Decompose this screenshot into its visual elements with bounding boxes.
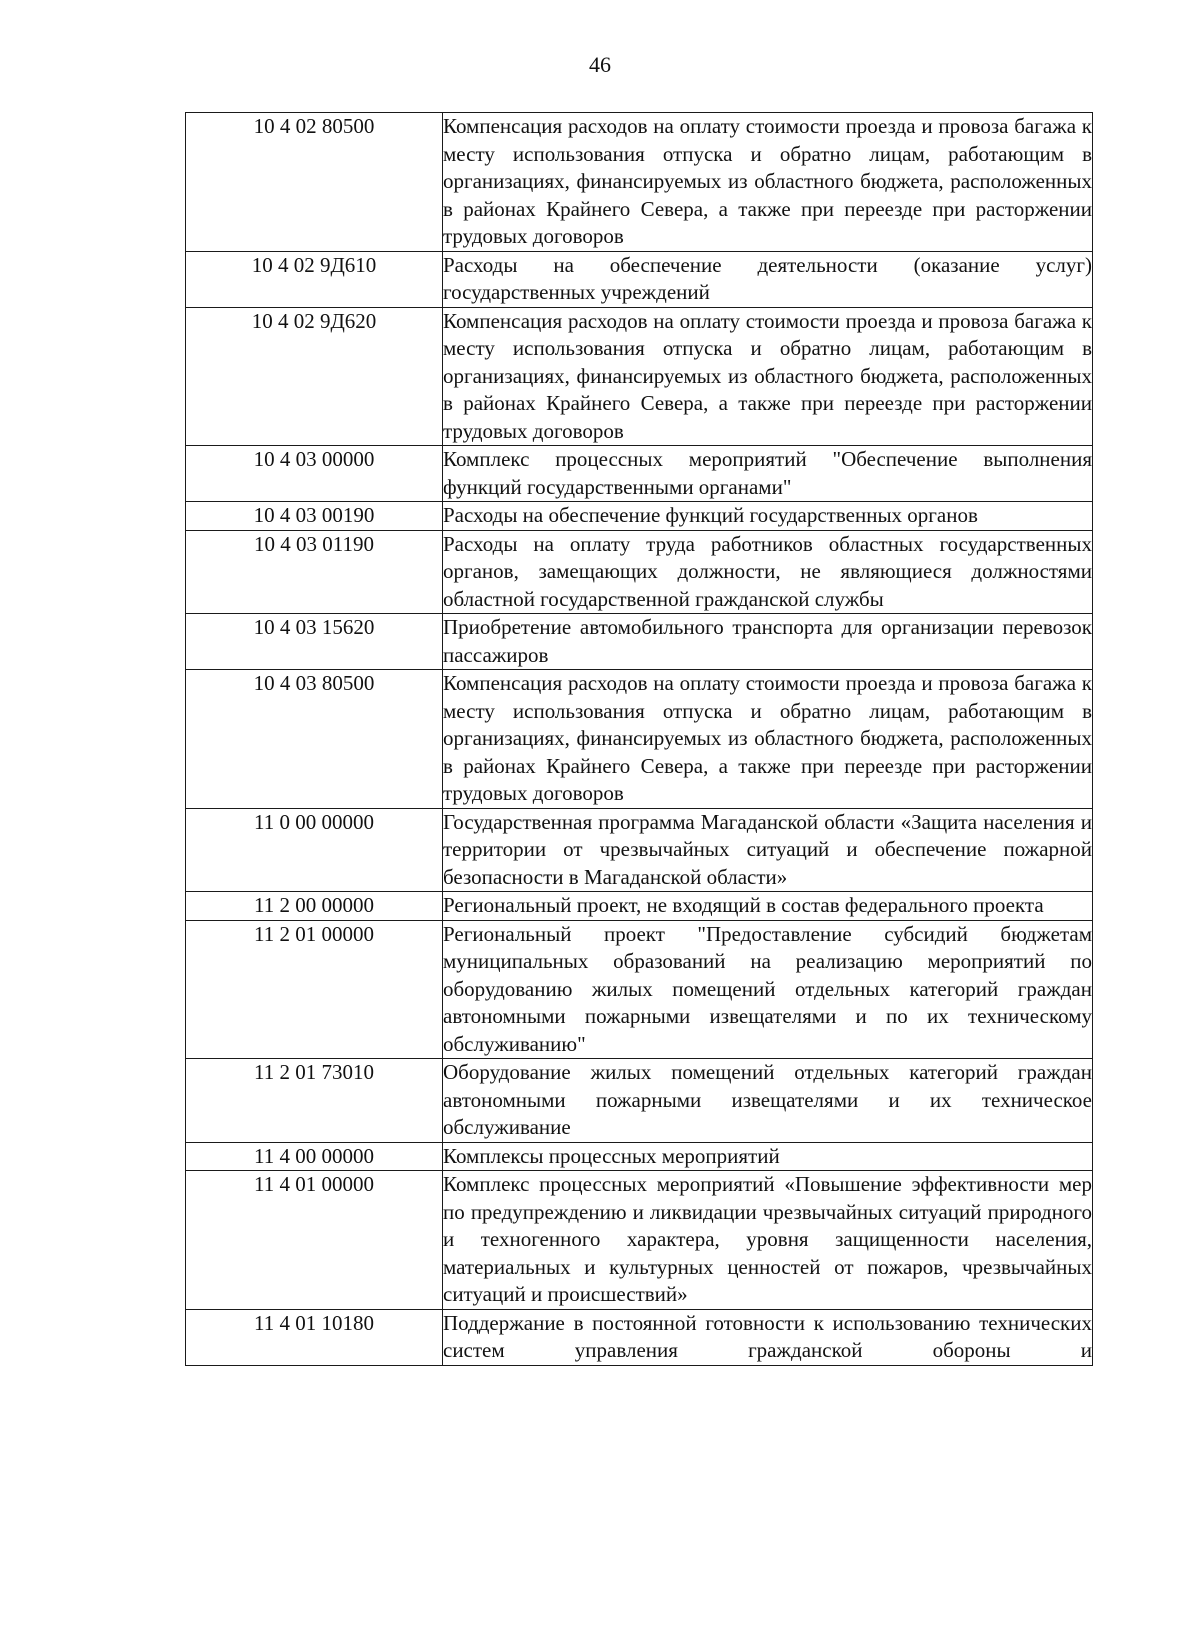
description-cell: Государственная программа Магаданской области «Защита населения и территории от чрезвычайных ситуаций и обеспечение пожарной безопасности в Магаданской области» <box>443 808 1093 892</box>
table-row <box>186 530 1093 614</box>
code-cell: 10 4 03 01190 <box>186 530 443 614</box>
code-cell: 11 0 00 00000 <box>186 808 443 892</box>
table-row <box>186 307 1093 446</box>
description-cell: Оборудование жилых помещений отдельных категорий граждан автономными пожарными извещателями и их техническое обслуживание <box>443 1059 1093 1143</box>
code-cell: 11 2 00 00000 <box>186 892 443 921</box>
code-cell: 11 4 00 00000 <box>186 1142 443 1171</box>
page-number: 46 <box>589 52 611 77</box>
code-cell: 10 4 03 15620 <box>186 614 443 670</box>
description-cell: Комплекс процессных мероприятий «Повышение эффективности мер по предупреждению и ликвидации чрезвычайных ситуаций природного и техногенного характера, уровня защищенности населения, материальных и культурных ценностей от пожаров, чрезвычайных ситуаций и происшествий» <box>443 1171 1093 1310</box>
code-cell: 10 4 02 80500 <box>186 113 443 252</box>
description-cell: Компенсация расходов на оплату стоимости проезда и провоза багажа к месту использования отпуска и обратно лицам, работающим в организациях, финансируемых из областного бюджета, расположенных в районах Крайнего Севера, а также при переезде при расторжении трудовых договоров <box>443 307 1093 446</box>
table-row <box>186 1059 1093 1143</box>
table-row <box>186 614 1093 670</box>
table-row <box>186 446 1093 502</box>
description-cell: Региональный проект, не входящий в состав федерального проекта <box>443 892 1093 921</box>
description-cell: Расходы на обеспечение функций государственных органов <box>443 502 1093 531</box>
code-cell: 10 4 02 9Д610 <box>186 251 443 307</box>
description-cell: Комплекс процессных мероприятий "Обеспечение выполнения функций государственными органами" <box>443 446 1093 502</box>
code-cell: 11 4 01 00000 <box>186 1171 443 1310</box>
table-row <box>186 1171 1093 1310</box>
description-cell: Компенсация расходов на оплату стоимости проезда и провоза багажа к месту использования отпуска и обратно лицам, работающим в организациях, финансируемых из областного бюджета, расположенных в районах Крайнего Севера, а также при переезде при расторжении трудовых договоров <box>443 670 1093 809</box>
table-row <box>186 1309 1093 1365</box>
description-cell: Расходы на оплату труда работников областных государственных органов, замещающих должности, не являющиеся должностями областной государственной гражданской службы <box>443 530 1093 614</box>
description-cell: Комплексы процессных мероприятий <box>443 1142 1093 1171</box>
table-row <box>186 251 1093 307</box>
code-cell: 10 4 03 80500 <box>186 670 443 809</box>
table-row <box>186 113 1093 252</box>
budget-classification-table <box>185 112 1093 1366</box>
description-cell: Расходы на обеспечение деятельности (оказание услуг) государственных учреждений <box>443 251 1093 307</box>
table-row <box>186 502 1093 531</box>
table-row <box>186 1142 1093 1171</box>
description-cell: Региональный проект "Предоставление субсидий бюджетам муниципальных образований на реализацию мероприятий по оборудованию жилых помещений отдельных категорий граждан автономными пожарными извещателями и по их техническому обслуживанию" <box>443 920 1093 1059</box>
code-cell: 10 4 02 9Д620 <box>186 307 443 446</box>
table-row <box>186 920 1093 1059</box>
code-cell: 11 2 01 00000 <box>186 920 443 1059</box>
table-row <box>186 808 1093 892</box>
table-row <box>186 892 1093 921</box>
code-cell: 11 4 01 10180 <box>186 1309 443 1365</box>
table-row <box>186 670 1093 809</box>
description-cell: Компенсация расходов на оплату стоимости проезда и провоза багажа к месту использования отпуска и обратно лицам, работающим в организациях, финансируемых из областного бюджета, расположенных в районах Крайнего Севера, а также при переезде при расторжении трудовых договоров <box>443 113 1093 252</box>
description-cell: Поддержание в постоянной готовности к использованию технических систем управления гражданской обороны и <box>443 1309 1093 1365</box>
code-cell: 11 2 01 73010 <box>186 1059 443 1143</box>
code-cell: 10 4 03 00000 <box>186 446 443 502</box>
code-cell: 10 4 03 00190 <box>186 502 443 531</box>
description-cell: Приобретение автомобильного транспорта для организации перевозок пассажиров <box>443 614 1093 670</box>
